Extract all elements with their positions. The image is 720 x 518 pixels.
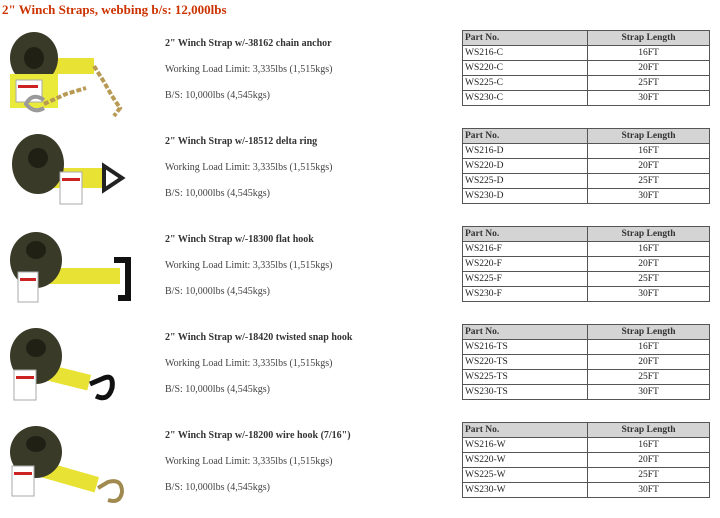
part-number: WS216-TS (463, 340, 588, 355)
strap-wire-hook-image (4, 422, 134, 514)
part-number: WS225-D (463, 174, 588, 189)
product-name: 2" Winch Strap w/-18420 twisted snap hook (165, 332, 353, 343)
part-number: WS230-D (463, 189, 588, 204)
page-title: 2" Winch Straps, webbing b/s: 12,000lbs (2, 2, 227, 17)
part-number: WS220-F (463, 257, 588, 272)
part-number: WS220-TS (463, 355, 588, 370)
table-row (463, 453, 710, 468)
strap-length: 20FT (588, 61, 710, 76)
table-row (463, 76, 710, 91)
table-row (463, 144, 710, 159)
header-part-no: Part No. (463, 227, 588, 242)
part-number: WS225-C (463, 76, 588, 91)
product-name: 2" Winch Strap w/-18512 delta ring (165, 136, 318, 147)
part-number: WS225-TS (463, 370, 588, 385)
header-part-no: Part No. (463, 129, 588, 144)
header-part-no: Part No. (463, 423, 588, 438)
strap-length: 30FT (588, 189, 710, 204)
strap-length: 20FT (588, 159, 710, 174)
product-chain-anchor (0, 30, 720, 126)
product-twisted-snap-hook (0, 324, 720, 420)
product-name: 2" Winch Strap w/-38162 chain anchor (165, 38, 332, 49)
product-name: 2" Winch Strap w/-18200 wire hook (7/16") (165, 430, 351, 441)
part-number: WS220-D (463, 159, 588, 174)
strap-length: 16FT (588, 242, 710, 257)
strap-length: 30FT (588, 483, 710, 498)
strap-flat-hook-image (4, 226, 134, 318)
table-row (463, 272, 710, 287)
breaking-strength: B/S: 10,000lbs (4,545kgs) (165, 286, 271, 297)
table-row (463, 159, 710, 174)
table-row (463, 287, 710, 302)
table-row (463, 46, 710, 61)
strap-length: 16FT (588, 438, 710, 453)
part-number: WS230-TS (463, 385, 588, 400)
breaking-strength: B/S: 10,000lbs (4,545kgs) (165, 384, 271, 395)
product-delta-ring (0, 128, 720, 224)
table-row (463, 91, 710, 106)
table-row (463, 385, 710, 400)
strap-length: 20FT (588, 257, 710, 272)
table-row (463, 189, 710, 204)
strap-length: 30FT (588, 385, 710, 400)
working-load-limit: Working Load Limit: 3,335lbs (1,515kgs) (165, 64, 333, 75)
part-number: WS220-C (463, 61, 588, 76)
spec-table-chain-anchor (462, 30, 710, 106)
part-number: WS230-W (463, 483, 588, 498)
table-row (463, 174, 710, 189)
strap-twisted-snap-hook-image (4, 324, 134, 416)
header-part-no: Part No. (463, 31, 588, 46)
strap-length: 16FT (588, 46, 710, 61)
strap-length: 25FT (588, 468, 710, 483)
strap-length: 25FT (588, 174, 710, 189)
table-row (463, 257, 710, 272)
table-row (463, 61, 710, 76)
header-strap-length: Strap Length (588, 423, 710, 438)
table-row (463, 370, 710, 385)
table-row (463, 355, 710, 370)
product-name: 2" Winch Strap w/-18300 flat hook (165, 234, 314, 245)
strap-length: 30FT (588, 287, 710, 302)
part-number: WS216-D (463, 144, 588, 159)
breaking-strength: B/S: 10,000lbs (4,545kgs) (165, 188, 271, 199)
working-load-limit: Working Load Limit: 3,335lbs (1,515kgs) (165, 260, 333, 271)
table-row (463, 340, 710, 355)
product-flat-hook (0, 226, 720, 322)
part-number: WS230-F (463, 287, 588, 302)
working-load-limit: Working Load Limit: 3,335lbs (1,515kgs) (165, 358, 333, 369)
strap-length: 25FT (588, 76, 710, 91)
table-row (463, 242, 710, 257)
header-strap-length: Strap Length (588, 31, 710, 46)
part-number: WS216-C (463, 46, 588, 61)
spec-table-delta-ring (462, 128, 710, 204)
breaking-strength: B/S: 10,000lbs (4,545kgs) (165, 482, 271, 493)
strap-length: 16FT (588, 340, 710, 355)
part-number: WS230-C (463, 91, 588, 106)
breaking-strength: B/S: 10,000lbs (4,545kgs) (165, 90, 271, 101)
spec-table-wire-hook (462, 422, 710, 498)
working-load-limit: Working Load Limit: 3,335lbs (1,515kgs) (165, 162, 333, 173)
part-number: WS216-F (463, 242, 588, 257)
table-row (463, 483, 710, 498)
spec-table-flat-hook (462, 226, 710, 302)
product-wire-hook (0, 422, 720, 518)
header-strap-length: Strap Length (588, 227, 710, 242)
header-strap-length: Strap Length (588, 129, 710, 144)
header-strap-length: Strap Length (588, 325, 710, 340)
strap-length: 16FT (588, 144, 710, 159)
part-number: WS216-W (463, 438, 588, 453)
strap-length: 30FT (588, 91, 710, 106)
strap-length: 20FT (588, 355, 710, 370)
strap-chain-anchor-image (4, 30, 134, 122)
strap-length: 25FT (588, 272, 710, 287)
table-row (463, 468, 710, 483)
part-number: WS225-F (463, 272, 588, 287)
strap-delta-ring-image (4, 128, 134, 220)
spec-table-twisted-snap-hook (462, 324, 710, 400)
strap-length: 20FT (588, 453, 710, 468)
table-row (463, 438, 710, 453)
strap-length: 25FT (588, 370, 710, 385)
header-part-no: Part No. (463, 325, 588, 340)
part-number: WS225-W (463, 468, 588, 483)
part-number: WS220-W (463, 453, 588, 468)
working-load-limit: Working Load Limit: 3,335lbs (1,515kgs) (165, 456, 333, 467)
